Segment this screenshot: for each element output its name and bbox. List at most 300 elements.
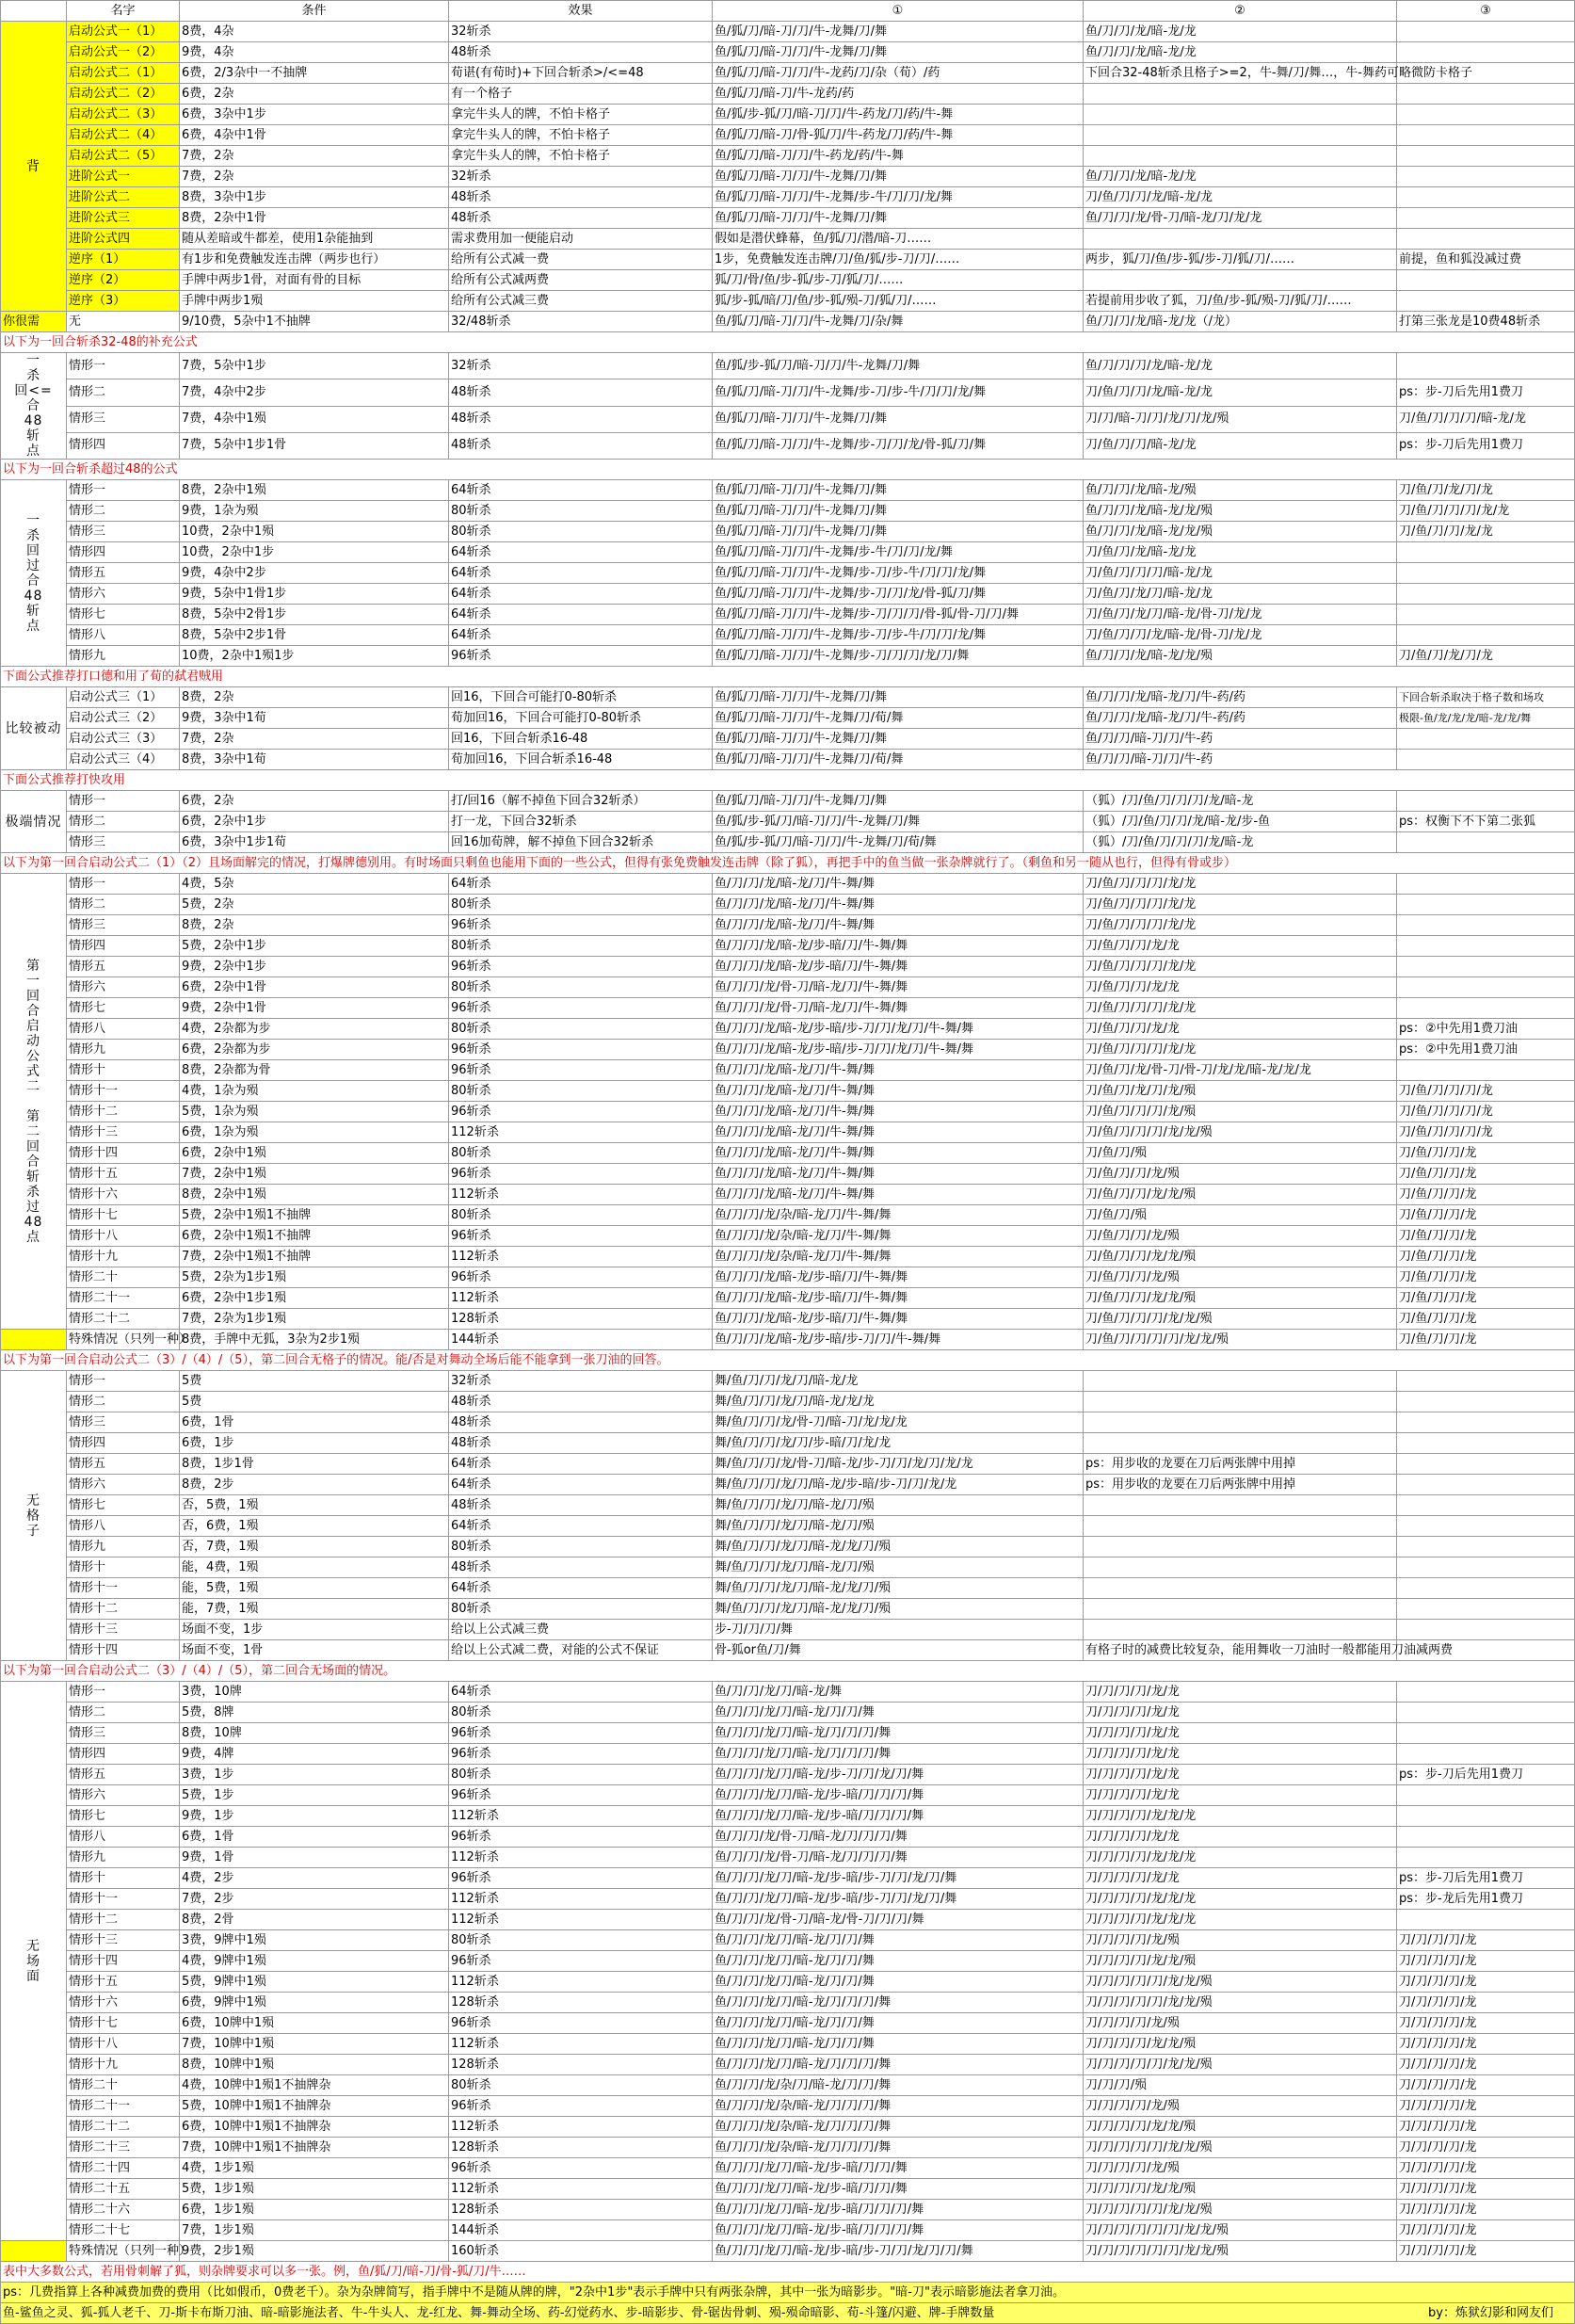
option-1: 鱼/狐/刀/暗-刀/骨-狐/刀/牛-药龙/刀/药/牛-舞: [713, 125, 1084, 146]
header-name: 名字: [67, 1, 180, 22]
table-row: [1, 1330, 1575, 1350]
option-1: 假如是潜伏蜂幕，鱼/狐/刀/潜/暗-刀……: [713, 229, 1084, 250]
option-2: 刀/鱼/刀/刀/龙/龙/殒: [1084, 1185, 1397, 1205]
option-2: 刀/鱼/刀/刀/龙/殒: [1084, 1164, 1397, 1185]
option-2: 刀/刀/刀/刀/刀/龙/龙/殒: [1084, 1993, 1397, 2013]
option-1: 鱼/狐/步-狐/刀/暗-刀/刀/牛-药龙/刀/药/牛-舞: [713, 105, 1084, 125]
formula-condition: 6费，2杂: [180, 791, 449, 812]
section-note: 下面公式推荐打口德和用了荀的弑君贼用: [1, 667, 1575, 687]
formula-condition: 8费，2骨: [180, 1910, 449, 1930]
table-row: [1, 1247, 1575, 1267]
table-row: [1, 1454, 1575, 1475]
formula-effect: 48斩杀: [449, 208, 713, 229]
option-2: 刀/鱼/刀/龙/刀/龙/殒: [1084, 1081, 1397, 1102]
table-row: [1, 1102, 1575, 1122]
formula-condition: 有1步和免费触发连击牌（两步也行）: [180, 250, 449, 270]
formula-name: 启动公式一（1）: [67, 22, 180, 42]
formula-name: 情形八: [67, 1827, 180, 1848]
formula-condition: 6费，2杂中1步1殒: [180, 1288, 449, 1309]
formula-effect: 48斩杀: [449, 379, 713, 406]
option-3: [1397, 1723, 1575, 1744]
option-1: 狐/步-狐/暗/刀/鱼/步-狐/殒-刀/狐/刀/……: [713, 291, 1084, 312]
option-2: 刀/鱼/刀/刀/龙/殒: [1084, 1226, 1397, 1247]
option-2: 若提前用步收了狐，刀/鱼/步-狐/殒-刀/狐/刀/……: [1084, 291, 1397, 312]
formula-name: 情形十: [67, 1868, 180, 1889]
formula-condition: 6费，1步1殒: [180, 2200, 449, 2220]
option-3: [1397, 998, 1575, 1019]
option-1: 鱼/刀/刀/龙/刀/暗-龙/刀/刀/舞: [713, 2034, 1084, 2055]
option-3: ps：步-刀后先用1费刀: [1397, 432, 1575, 459]
table-row: [1, 1910, 1575, 1930]
formula-condition: 否，6费，1殒: [180, 1516, 449, 1537]
formula-name: 情形十七: [67, 2013, 180, 2034]
option-1: 鱼/刀/刀/龙/刀/暗-龙/刀/刀/刀/舞: [713, 1723, 1084, 1744]
option-3: [1397, 1557, 1575, 1578]
formula-effect: 64斩杀: [449, 563, 713, 584]
option-2: 刀/鱼/刀/刀/龙/龙: [1084, 1019, 1397, 1040]
formula-effect: 96斩杀: [449, 1951, 713, 1972]
formula-name: 情形二: [67, 895, 180, 915]
option-3: [1397, 1516, 1575, 1537]
option-2: 下回合32-48斩杀且格子>=2，牛-舞/刀/舞…，牛-舞药可略微防卡格子: [1084, 63, 1397, 84]
formula-name: 情形十七: [67, 1205, 180, 1226]
formula-effect: 80斩杀: [449, 1599, 713, 1620]
option-2: [1084, 1433, 1397, 1454]
table-row: [1, 1951, 1575, 1972]
formula-effect: 64斩杀: [449, 1454, 713, 1475]
table-row: [1, 1040, 1575, 1060]
option-1: 鱼/刀/刀/龙/刀/暗-龙/步-暗/步-刀/刀/龙/刀/舞: [713, 1868, 1084, 1889]
table-row: [1, 1599, 1575, 1620]
table-row: [1, 2117, 1575, 2138]
option-1: 鱼/狐/步-狐/刀/暗-刀/刀/牛-龙舞/刀/舞: [713, 353, 1084, 379]
option-3: 刀/刀/刀/刀/龙: [1397, 1930, 1575, 1951]
formula-effect: 96斩杀: [449, 915, 713, 936]
formula-effect: 128斩杀: [449, 2055, 713, 2075]
formula-name: 情形六: [67, 1475, 180, 1495]
table-row: [1, 1019, 1575, 1040]
formula-name: 情形六: [67, 1785, 180, 1806]
option-1: 鱼/狐/刀/暗-刀/刀/牛-龙舞/刀/舞: [713, 480, 1084, 501]
group-label: 极端情况: [1, 791, 67, 853]
option-2: 刀/鱼/刀/刀/龙/暗-龙/龙: [1084, 187, 1397, 208]
option-3: [1397, 1682, 1575, 1703]
option-2: [1084, 125, 1397, 146]
option-3: [1397, 895, 1575, 915]
formula-condition: 5费，2杂为1步1殒: [180, 1267, 449, 1288]
option-2: 刀/刀/刀/刀/龙/龙/龙: [1084, 1848, 1397, 1868]
table-row: [1, 1475, 1575, 1495]
option-3: [1397, 187, 1575, 208]
formula-effect: 80斩杀: [449, 1765, 713, 1785]
table-row: [1, 563, 1575, 584]
footer-ps-row: [1, 2283, 1575, 2303]
table-row: [1, 542, 1575, 563]
group-label: 一 杀 回 过 合 48 斩 点: [1, 480, 67, 667]
option-3: [1397, 125, 1575, 146]
formula-name: 情形九: [67, 1040, 180, 1060]
formula-condition: 5费，10牌中1殒1不抽牌杂: [180, 2096, 449, 2117]
formula-effect: 128斩杀: [449, 1993, 713, 2013]
formula-name: 特殊情况（只列一种）: [67, 2241, 180, 2262]
option-2: 刀/刀/刀/刀/龙/龙: [1084, 1765, 1397, 1785]
option-1: 鱼/刀/刀/龙/刀/暗-龙/步-暗/刀/刀/刀/舞: [713, 2200, 1084, 2220]
formula-condition: 5费: [180, 1371, 449, 1392]
formula-condition: 5费，9牌中1殒: [180, 1972, 449, 1993]
option-3: [1397, 167, 1575, 187]
formula-effect: 80斩杀: [449, 522, 713, 542]
option-3: [1397, 1848, 1575, 1868]
formula-condition: 6费，4杂中1骨: [180, 125, 449, 146]
formula-condition: 9费，4杂: [180, 42, 449, 63]
formula-name: 情形十三: [67, 1122, 180, 1143]
table-row: [1, 832, 1575, 853]
table-row: [1, 2241, 1575, 2262]
formula-condition: 3费，10牌: [180, 1682, 449, 1703]
formula-condition: 6费，1骨: [180, 1412, 449, 1433]
formula-condition: 6费，2/3杂中一不抽牌: [180, 63, 449, 84]
option-1: 鱼/狐/刀/暗-刀/刀/牛-龙舞/刀/舞: [713, 687, 1084, 708]
option-3: 刀/鱼/刀/刀/龙: [1397, 1247, 1575, 1267]
formula-effect: 80斩杀: [449, 1537, 713, 1557]
formula-effect: 给以上公式减二费，对能的公式不保证: [449, 1640, 713, 1661]
option-2: 刀/鱼/刀/龙/暗-龙/龙: [1084, 542, 1397, 563]
table-row: [1, 977, 1575, 998]
option-3: [1397, 105, 1575, 125]
formula-effect: 96斩杀: [449, 1226, 713, 1247]
formula-name: 情形四: [67, 1744, 180, 1765]
formula-effect: 48斩杀: [449, 406, 713, 432]
formula-name: 情形二十四: [67, 2158, 180, 2179]
formula-condition: 9费，5杂中1骨1步: [180, 584, 449, 605]
formula-name: 情形二: [67, 1392, 180, 1412]
option-3: 下回合斩杀取决于格子数和场攻: [1397, 687, 1575, 708]
table-row: [1, 1433, 1575, 1454]
option-2: 刀/鱼/刀/刀/刀/龙/龙: [1084, 998, 1397, 1019]
option-2: 刀/鱼/刀/龙/骨-刀/骨-刀/龙/龙/暗-龙/龙/龙: [1084, 1060, 1397, 1081]
option-3: [1397, 1495, 1575, 1516]
option-3: [1397, 22, 1575, 42]
formula-effect: 112斩杀: [449, 2179, 713, 2200]
formula-name: 情形十六: [67, 1993, 180, 2013]
formula-effect: 112斩杀: [449, 1122, 713, 1143]
formula-effect: 给所有公式减两费: [449, 270, 713, 291]
option-2: 刀/刀/刀/刀/龙/龙/殒: [1084, 1951, 1397, 1972]
option-1: 鱼/狐/刀/暗-刀/刀/牛-龙舞/刀/荀/舞: [713, 750, 1084, 770]
option-1: 鱼/狐/刀/暗-刀/刀/牛-龙舞/刀/舞: [713, 208, 1084, 229]
formula-effect: 32斩杀: [449, 22, 713, 42]
option-1: 鱼/刀/刀/龙/暗-龙/步-暗/步-刀/刀/牛-舞/舞: [713, 1330, 1084, 1350]
formula-effect: 有一个格子: [449, 84, 713, 105]
option-2: 刀/刀/刀/刀/龙/龙/龙: [1084, 1910, 1397, 1930]
formula-condition: 7费，2杂: [180, 146, 449, 167]
formula-condition: 6费，10牌中1殒1不抽牌杂: [180, 2117, 449, 2138]
option-2: 刀/刀/暗-刀/刀/龙/刀/龙/殒: [1084, 406, 1397, 432]
formula-effect: 48斩杀: [449, 1557, 713, 1578]
option-3: ps：步-刀后先用1费刀: [1397, 1868, 1575, 1889]
formula-name: 情形二十七: [67, 2220, 180, 2241]
option-3: [1397, 625, 1575, 646]
option-3: 刀/刀/刀/刀/龙: [1397, 2200, 1575, 2220]
table-row: [1, 750, 1575, 770]
option-3: [1397, 1703, 1575, 1723]
option-2: 刀/刀/刀/刀/龙/龙: [1084, 1785, 1397, 1806]
table-row: [1, 2179, 1575, 2200]
formula-condition: 7费，4杂中1殒: [180, 406, 449, 432]
table-row: [1, 1164, 1575, 1185]
table-row: [1, 1412, 1575, 1433]
section-note: 以下为一回合斩杀超过48的公式: [1, 460, 1575, 480]
formula-name: 情形十: [67, 1060, 180, 1081]
formula-effect: 64斩杀: [449, 605, 713, 625]
option-2: 刀/鱼/刀/殒: [1084, 1205, 1397, 1226]
formula-name: 情形三: [67, 915, 180, 936]
table-row: [1, 791, 1575, 812]
table-row: [1, 379, 1575, 406]
section-note: 以下为一回合斩杀32-48的补充公式: [1, 332, 1575, 353]
option-3: 刀/刀/刀/刀/龙: [1397, 2013, 1575, 2034]
option-3: [1397, 146, 1575, 167]
formula-name: 情形四: [67, 1433, 180, 1454]
formula-name: 情形二十一: [67, 2096, 180, 2117]
formula-effect: 96斩杀: [449, 1267, 713, 1288]
formula-effect: 96斩杀: [449, 2158, 713, 2179]
option-1: 鱼/狐/刀/暗-刀/刀/牛-龙舞/步-刀/步-牛/刀/刀/龙/舞: [713, 379, 1084, 406]
table-row: [1, 1930, 1575, 1951]
option-2: 刀/刀/刀/刀/龙/龙: [1084, 1744, 1397, 1765]
formula-effect: 拿完牛头人的牌，不怕卡格子: [449, 105, 713, 125]
option-2: [1084, 105, 1397, 125]
formula-effect: 拿完牛头人的牌，不怕卡格子: [449, 125, 713, 146]
option-2: 刀/鱼/刀/刀/刀/龙/龙: [1084, 957, 1397, 977]
option-3: 刀/鱼/刀/刀/龙/龙: [1397, 522, 1575, 542]
section-note-row: [1, 460, 1575, 480]
option-2: 刀/刀/刀/刀/龙/殒: [1084, 2158, 1397, 2179]
formula-effect: 80斩杀: [449, 1703, 713, 1723]
formula-condition: 8费，4杂: [180, 22, 449, 42]
table-row: [1, 146, 1575, 167]
option-1: 鱼/狐/刀/暗-刀/刀/牛-龙舞/刀/舞: [713, 22, 1084, 42]
formula-effect: 荀加回16，下回合可能打0-80斩杀: [449, 708, 713, 729]
option-3: 刀/刀/刀/刀/龙: [1397, 2138, 1575, 2158]
formula-condition: 否，7费，1殒: [180, 1537, 449, 1557]
option-2: [1084, 1599, 1397, 1620]
table-row: [1, 208, 1575, 229]
formula-effect: 32斩杀: [449, 167, 713, 187]
header-option-1: ①: [713, 1, 1084, 22]
group-label: 你很需: [1, 312, 67, 332]
option-1: 鱼/刀/刀/龙/暗-龙/刀/牛-舞/舞: [713, 874, 1084, 895]
formula-condition: 9费，3杂中1荀: [180, 708, 449, 729]
option-1: 鱼/刀/刀/龙/暗-龙/刀/牛-舞/舞: [713, 1143, 1084, 1164]
table-row: [1, 229, 1575, 250]
option-2: 刀/刀/刀/刀/龙/龙/龙: [1084, 1806, 1397, 1827]
table-row: [1, 687, 1575, 708]
formula-condition: 5费，1步1殒: [180, 2179, 449, 2200]
formula-condition: 8费，10牌: [180, 1723, 449, 1744]
footer-credit: by：炼狱幻影和网友们: [1428, 2305, 1553, 2320]
option-1: 鱼/狐/刀/暗-刀/刀/牛-龙舞/刀/杂/舞: [713, 312, 1084, 332]
formula-effect: 96斩杀: [449, 1827, 713, 1848]
formula-effect: 80斩杀: [449, 1930, 713, 1951]
formula-condition: 9费，4牌: [180, 1744, 449, 1765]
option-1: 鱼/刀/刀/龙/暗-龙/步-暗/刀/牛-舞/舞: [713, 1309, 1084, 1330]
formula-condition: 7费，5杂中1步1骨: [180, 432, 449, 459]
table-row: [1, 1703, 1575, 1723]
table-row: [1, 1640, 1575, 1661]
option-2: 刀/鱼/刀/龙/刀/暗-龙/龙: [1084, 584, 1397, 605]
formula-effect: 64斩杀: [449, 625, 713, 646]
option-1: 鱼/刀/刀/龙/刀/暗-龙/刀/刀/舞: [713, 1972, 1084, 1993]
table-row: [1, 1682, 1575, 1703]
option-1: 鱼/刀/刀/龙/暗-龙/步-暗/刀/牛-舞/舞: [713, 957, 1084, 977]
table-row: [1, 84, 1575, 105]
option-1: 鱼/狐/刀/暗-刀/刀/牛-龙舞/刀/舞: [713, 501, 1084, 522]
option-3: 刀/鱼/刀/龙/刀/龙: [1397, 646, 1575, 667]
formula-name: 情形三: [67, 832, 180, 853]
formula-name: 情形二十二: [67, 2117, 180, 2138]
formula-name: 情形二十三: [67, 2138, 180, 2158]
option-2: 刀/鱼/刀/刀/龙/龙/殒: [1084, 1247, 1397, 1267]
option-3: ps：②中先用1费刀油: [1397, 1019, 1575, 1040]
table-row: [1, 1309, 1575, 1330]
formula-name: 情形二十五: [67, 2179, 180, 2200]
option-1: 鱼/刀/刀/龙/骨-刀/暗-龙/骨-刀/刀/刀/舞: [713, 1910, 1084, 1930]
formula-name: 情形三: [67, 1412, 180, 1433]
formula-condition: 8费，3杂中1荀: [180, 750, 449, 770]
option-1: 鱼/刀/刀/龙/暗-龙/刀/牛-舞/舞: [713, 895, 1084, 915]
option-1: 鱼/刀/刀/龙/刀/暗-龙/步-暗/步-刀/刀/龙/刀/刀/舞: [713, 2241, 1084, 2262]
group-label: 无 场 面: [1, 1682, 67, 2241]
option-3: 刀/刀/刀/刀/龙: [1397, 2075, 1575, 2096]
option-3: 极限-鱼/龙/龙/龙/暗-龙/龙/舞: [1397, 708, 1575, 729]
table-row: [1, 605, 1575, 625]
header-condition: 条件: [180, 1, 449, 22]
option-1: 鱼/刀/刀/龙/杂/暗-龙/刀/刀/刀/舞: [713, 2138, 1084, 2158]
table-row: [1, 2034, 1575, 2055]
formula-name: 情形二十六: [67, 2200, 180, 2220]
section-note-row: [1, 332, 1575, 353]
option-1: 鱼/狐/刀/暗-刀/刀/牛-龙舞/刀/舞: [713, 42, 1084, 63]
section-note-row: [1, 853, 1575, 874]
section-note: 以下为第一回合启动公式二（3）/（4）/（5），第二回合无格子的情况。能/否是对舞动全场后能不能拿到一张刀油的回答。: [1, 1350, 1575, 1371]
option-1: 鱼/刀/刀/龙/刀/暗-龙/步-暗/刀/刀/舞: [713, 2158, 1084, 2179]
formula-name: 情形七: [67, 605, 180, 625]
option-1: 步-刀/刀/刀/舞: [713, 1620, 1084, 1640]
table-row: [1, 2055, 1575, 2075]
formula-name: 情形七: [67, 1495, 180, 1516]
formula-name: 情形十六: [67, 1185, 180, 1205]
option-2: [1084, 1537, 1397, 1557]
formula-condition: 8费，2杂都为骨: [180, 1060, 449, 1081]
formula-effect: 80斩杀: [449, 895, 713, 915]
table-row: [1, 2158, 1575, 2179]
option-2: 鱼/刀/刀/龙/骨-刀/暗-龙/刀/龙/龙: [1084, 208, 1397, 229]
formula-name: 启动公式三（1）: [67, 687, 180, 708]
formula-condition: 随从差暗或牛都差，使用1杂能抽到: [180, 229, 449, 250]
formula-condition: 10费，2杂中1步: [180, 542, 449, 563]
option-1: 鱼/狐/刀/暗-刀/刀/牛-龙舞/步-刀/刀/龙/骨-狐/刀/舞: [713, 584, 1084, 605]
table-row: [1, 1081, 1575, 1102]
table-row: [1, 584, 1575, 605]
option-2: [1084, 1578, 1397, 1599]
formula-effect: 32斩杀: [449, 1371, 713, 1392]
option-2: 刀/鱼/刀/刀/刀/暗-龙/龙: [1084, 563, 1397, 584]
option-1: 鱼/刀/刀/龙/杂/刀/暗-龙/刀/刀/舞: [713, 2075, 1084, 2096]
option-3: 刀/鱼/刀/刀/龙: [1397, 1205, 1575, 1226]
table-row: [1, 1993, 1575, 2013]
formula-effect: 112斩杀: [449, 2034, 713, 2055]
formula-name: 情形十一: [67, 1081, 180, 1102]
formula-effect: 96斩杀: [449, 646, 713, 667]
formula-effect: 48斩杀: [449, 187, 713, 208]
option-3: ps：步-龙后先用1费刀: [1397, 1889, 1575, 1910]
option-3: [1397, 936, 1575, 957]
formula-effect: 回16，下回合斩杀16-48: [449, 729, 713, 750]
formula-name: 进阶公式四: [67, 229, 180, 250]
formula-name: 情形二十一: [67, 1288, 180, 1309]
formula-name: 启动公式三（2）: [67, 708, 180, 729]
option-1: 狐/刀/骨/鱼/步-狐/步-刀/狐/刀/……: [713, 270, 1084, 291]
formula-name: 情形七: [67, 1806, 180, 1827]
option-1: 鱼/刀/刀/龙/杂/暗-龙/刀/牛-舞/舞: [713, 1226, 1084, 1247]
table-row: [1, 187, 1575, 208]
formula-name: 情形十: [67, 1557, 180, 1578]
table-row: [1, 1267, 1575, 1288]
formula-name: 情形十四: [67, 1951, 180, 1972]
formula-condition: 3费，1步: [180, 1765, 449, 1785]
section-note: 以下为第一回合启动公式二（3）/（4）/（5），第二回合无场面的情况。: [1, 1661, 1575, 1682]
formula-condition: 7费，2杂中1殒: [180, 1164, 449, 1185]
formula-effect: 需求费用加一便能启动: [449, 229, 713, 250]
formula-name: 情形十三: [67, 1930, 180, 1951]
option-1: 鱼/刀/刀/龙/刀/暗-龙/刀/刀/舞: [713, 1930, 1084, 1951]
option-3: [1397, 563, 1575, 584]
option-1: 鱼/刀/刀/龙/刀/暗-龙/步-暗/步-刀/刀/龙/刀/舞: [713, 1889, 1084, 1910]
formula-name: 启动公式二（1）: [67, 63, 180, 84]
option-3: [1397, 584, 1575, 605]
formula-condition: 能，7费，1殒: [180, 1599, 449, 1620]
option-3: [1397, 1371, 1575, 1392]
formula-name: 启动公式二（5）: [67, 146, 180, 167]
option-1: 舞/鱼/刀/刀/龙/刀/暗-龙/龙/刀/殒: [713, 1537, 1084, 1557]
table-row: [1, 915, 1575, 936]
option-2: 刀/鱼/刀/刀/龙/暗-龙/龙: [1084, 379, 1397, 406]
option-1: 鱼/刀/刀/龙/刀/暗-龙/步-刀/刀/龙/刀/舞: [713, 1765, 1084, 1785]
option-3: [1397, 270, 1575, 291]
formula-effect: 112斩杀: [449, 1288, 713, 1309]
formula-condition: 5费，2杂中1步: [180, 936, 449, 957]
formula-effect: 96斩杀: [449, 1040, 713, 1060]
option-2: 鱼/刀/刀/龙/暗-龙/殒: [1084, 480, 1397, 501]
option-3: [1397, 1599, 1575, 1620]
formula-condition: 4费，10牌中1殒1不抽牌杂: [180, 2075, 449, 2096]
header-option-3: ③: [1397, 1, 1575, 22]
formula-effect: 80斩杀: [449, 936, 713, 957]
option-1: 鱼/狐/刀/暗-刀/刀/牛-龙舞/刀/舞: [713, 522, 1084, 542]
formula-name: 启动公式三（3）: [67, 729, 180, 750]
table-row: [1, 105, 1575, 125]
formula-condition: 6费，2杂中1殒1不抽牌: [180, 1226, 449, 1247]
group-label: 第 一 回 合 启 动 公 式 二 第 二 回 合 斩 杀 过 48 点: [1, 874, 67, 1330]
formula-effect: 96斩杀: [449, 1060, 713, 1081]
option-3: 刀/刀/刀/刀/龙: [1397, 1951, 1575, 1972]
option-3: 刀/刀/刀/刀/龙: [1397, 2158, 1575, 2179]
formula-condition: 5费，2杂中1殒1不抽牌: [180, 1205, 449, 1226]
option-1: 鱼/刀/刀/龙/暗-龙/刀/牛-舞/舞: [713, 1185, 1084, 1205]
option-1: 鱼/狐/刀/暗-刀/刀/牛-龙舞/刀/舞: [713, 729, 1084, 750]
table-row: [1, 1744, 1575, 1765]
